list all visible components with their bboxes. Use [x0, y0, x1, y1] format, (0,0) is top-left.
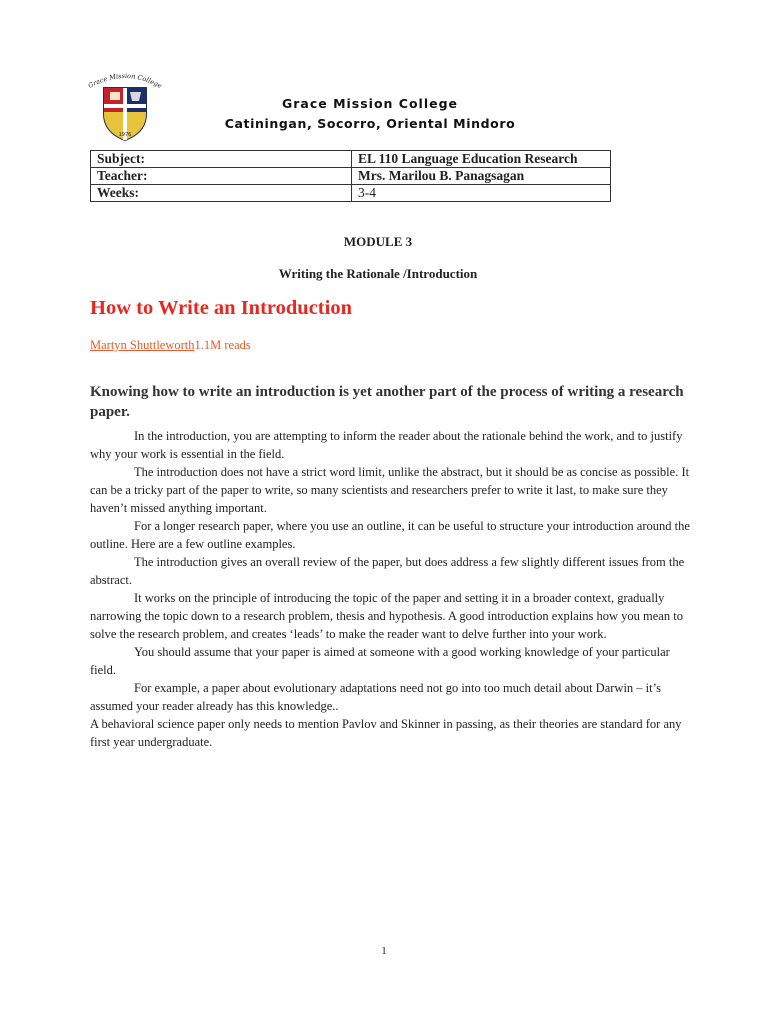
- subject-label: Subject:: [91, 151, 352, 168]
- course-info-table: [90, 150, 611, 202]
- read-count: 1.1M reads: [194, 338, 251, 352]
- body-paragraph: For a longer research paper, where you use an outline, it can be useful to structure your introduction around the outline. Here are a few outline examples.: [90, 519, 690, 551]
- body-paragraph: For example, a paper about evolutionary adaptations need not go into too much detail about Darwin – it’s assumed your reader already has this knowledge..: [90, 681, 661, 713]
- module-number: MODULE 3: [343, 234, 413, 249]
- body-paragraph: You should assume that your paper is aimed at someone with a good working knowledge of your particular field.: [90, 645, 670, 677]
- byline: [90, 338, 251, 353]
- body-paragraph: The introduction gives an overall review of the paper, but does address a few slightly different issues from the abstract.: [90, 555, 685, 587]
- body-paragraph: In the introduction, you are attempting to inform the reader about the rationale behind the work, and to justify why your work is essential in the field.: [90, 429, 683, 461]
- table-row: [91, 151, 611, 168]
- body-paragraph: A behavioral science paper only needs to mention Pavlov and Skinner in passing, as their theories are standard for any first year undergraduate.: [90, 717, 682, 749]
- college-address: Catiningan, Socorro, Oriental Mindoro: [224, 116, 516, 131]
- lead-paragraph: Knowing how to write an introduction is yet another part of the process of writing a research paper.: [90, 384, 684, 420]
- body-paragraph: It works on the principle of introducing the topic of the paper and setting it in a broader context, gradually narrowing the topic down to a research problem, thesis and hypothesis. A good introduction explains how you mean to solve the research problem, and creates ‘leads’ to make the reader want to delve further into your work.: [90, 591, 683, 641]
- table-row: [91, 168, 611, 185]
- teacher-label: Teacher:: [91, 168, 352, 185]
- college-name: Grace Mission College: [281, 96, 459, 111]
- weeks-label: Weeks:: [91, 185, 352, 202]
- author-link[interactable]: Martyn Shuttleworth: [90, 338, 195, 352]
- body-paragraph: The introduction does not have a strict word limit, unlike the abstract, but it should be as concise as possible. It can be a tricky part of the paper to write, so many scientists and researchers prefer to write it last, to make sure they haven’t missed anything important.: [90, 465, 690, 515]
- article-body: [90, 427, 690, 751]
- weeks-value: 3-4: [352, 185, 611, 202]
- table-row: [91, 185, 611, 202]
- page-number: 1: [381, 945, 387, 957]
- article-title: How to Write an Introduction: [90, 297, 352, 319]
- subject-value: EL 110 Language Education Research: [352, 151, 611, 168]
- seal-arc-text: Grace Mission College: [86, 71, 164, 90]
- seal-year: 1976: [118, 132, 132, 138]
- teacher-value: Mrs. Marilou B. Panagsagan: [352, 168, 611, 185]
- module-subtitle: Writing the Rationale /Introduction: [278, 266, 478, 281]
